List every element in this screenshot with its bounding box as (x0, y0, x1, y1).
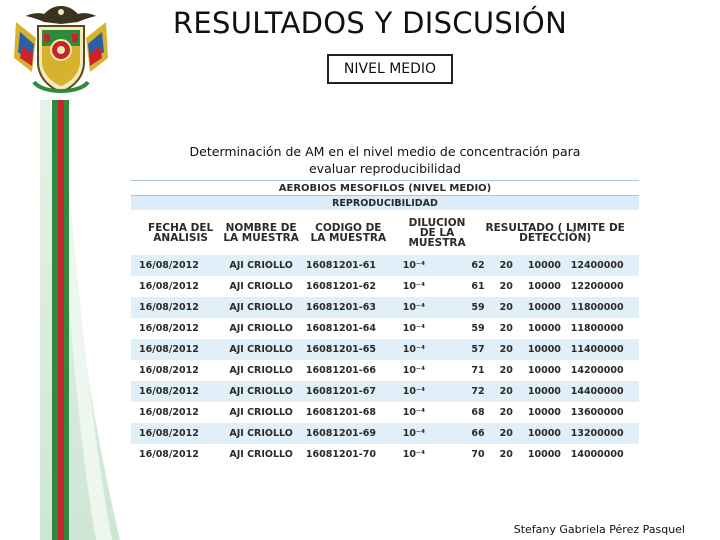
header-code: CODIGO DE LA MUESTRA (300, 210, 391, 255)
table-subtitle: REPRODUCIBILIDAD (131, 196, 639, 211)
table-row: 16/08/2012 AJI CRIOLLO 16081201-63 10⁻⁴ 59 20 10000 11800000 (131, 297, 639, 318)
table-row: 16/08/2012 AJI CRIOLLO 16081201-61 10⁻⁴ 62 20 10000 12400000 (131, 255, 639, 276)
decorative-band (0, 100, 120, 540)
table-row: 16/08/2012 AJI CRIOLLO 16081201-67 10⁻⁴ 72 20 10000 14400000 (131, 381, 639, 402)
header-name: NOMBRE DE LA MUESTRA (222, 210, 300, 255)
table-caption: Determinación de AM en el nivel medio de concentración para evaluar reproducibilidad (189, 144, 581, 176)
table-row: 16/08/2012 AJI CRIOLLO 16081201-70 10⁻⁴ 70 20 10000 14000000 (139, 448, 624, 460)
table-row: 16/08/2012 AJI CRIOLLO 16081201-69 10⁻⁴ 66 20 10000 13200000 (131, 423, 639, 444)
table-header-row (131, 210, 639, 255)
author-name: Stefany Gabriela Pérez Pasquel (513, 523, 685, 536)
table-row: 16/08/2012 AJI CRIOLLO 16081201-68 10⁻⁴ 68 20 10000 13600000 (139, 406, 624, 418)
level-label: NIVEL MEDIO (327, 54, 453, 84)
table-row: 16/08/2012 AJI CRIOLLO 16081201-64 10⁻⁴ 59 20 10000 11800000 (139, 322, 624, 334)
table-row: 16/08/2012 AJI CRIOLLO 16081201-66 10⁻⁴ 71 20 10000 14200000 (139, 364, 624, 376)
slide-title: RESULTADOS Y DISCUSIÓN (172, 6, 568, 40)
header-date: FECHA DEL ANALISIS (131, 210, 222, 255)
results-table-image (131, 180, 639, 471)
results-table (131, 180, 639, 465)
university-crest-icon (8, 2, 114, 98)
table-title: AEROBIOS MESOFILOS (NIVEL MEDIO) (131, 181, 639, 196)
table-row: 16/08/2012 AJI CRIOLLO 16081201-65 10⁻⁴ 57 20 10000 11400000 (131, 339, 639, 360)
table-row: 16/08/2012 AJI CRIOLLO 16081201-62 10⁻⁴ 61 20 10000 12200000 (139, 280, 624, 292)
header-result: RESULTADO ( LIMITE DE DETECCIÓN) (471, 210, 639, 255)
header-dilution: DILUCION DE LA MUESTRA (391, 210, 472, 255)
